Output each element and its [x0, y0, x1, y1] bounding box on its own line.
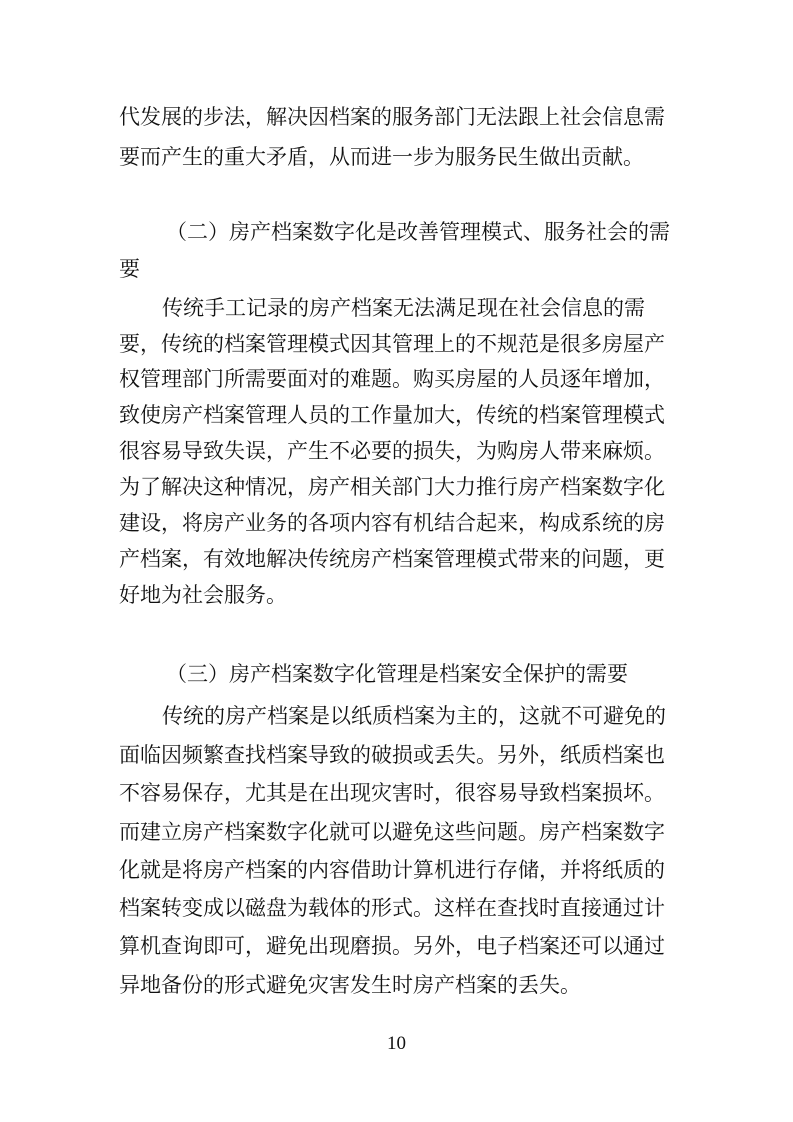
paragraph-line: 要而产生的重大矛盾，从而进一步为服务民生做出贡献。	[119, 145, 644, 169]
paragraph-line: 异地备份的形式避免灾害发生时房产档案的丢失。	[119, 973, 581, 997]
paragraph-line: 而建立房产档案数字化就可以避免这些问题。房产档案数字	[119, 820, 665, 844]
paragraph-line: 为了解决这种情况，房产相关部门大力推行房产档案数字化	[119, 475, 665, 499]
paragraph-line: 算机查询即可，避免出现磨损。另外，电子档案还可以通过	[119, 934, 665, 958]
paragraph-line: 好地为社会服务。	[119, 583, 287, 607]
paragraph-line: 很容易导致失误，产生不必要的损失，为购房人带来麻烦。	[119, 439, 665, 463]
paragraph-line: 不容易保存，尤其是在出现灾害时，很容易导致档案损坏。	[119, 781, 665, 805]
paragraph-line: 产档案，有效地解决传统房产档案管理模式带来的问题，更	[119, 547, 665, 571]
paragraph-line: 代发展的步法，解决因档案的服务部门无法跟上社会信息需	[119, 105, 665, 129]
paragraph-line: 权管理部门所需要面对的难题。购买房屋的人员逐年增加，	[119, 367, 665, 391]
paragraph-line: 致使房产档案管理人员的工作量加大，传统的档案管理模式	[119, 403, 665, 427]
paragraph-line: 传统手工记录的房产档案无法满足现在社会信息的需	[162, 296, 645, 320]
section-heading: （二）房产档案数字化是改善管理模式、服务社会的需	[166, 220, 670, 244]
paragraph-line: 要，传统的档案管理模式因其管理上的不规范是很多房屋产	[119, 332, 665, 356]
paragraph-line: 传统的房产档案是以纸质档案为主的，这就不可避免的	[162, 704, 666, 728]
section-heading: （三）房产档案数字化管理是档案安全保护的需要	[166, 662, 628, 686]
paragraph-line: 化就是将房产档案的内容借助计算机进行存储，并将纸质的	[119, 858, 665, 882]
section-heading-continuation: 要	[119, 257, 140, 281]
paragraph-line: 建设，将房产业务的各项内容有机结合起来，构成系统的房	[119, 511, 665, 535]
paragraph-line: 面临因频繁查找档案导致的破损或丢失。另外，纸质档案也	[119, 743, 665, 767]
page-number: 10	[387, 1033, 406, 1054]
paragraph-line: 档案转变成以磁盘为载体的形式。这样在查找时直接通过计	[119, 896, 665, 920]
